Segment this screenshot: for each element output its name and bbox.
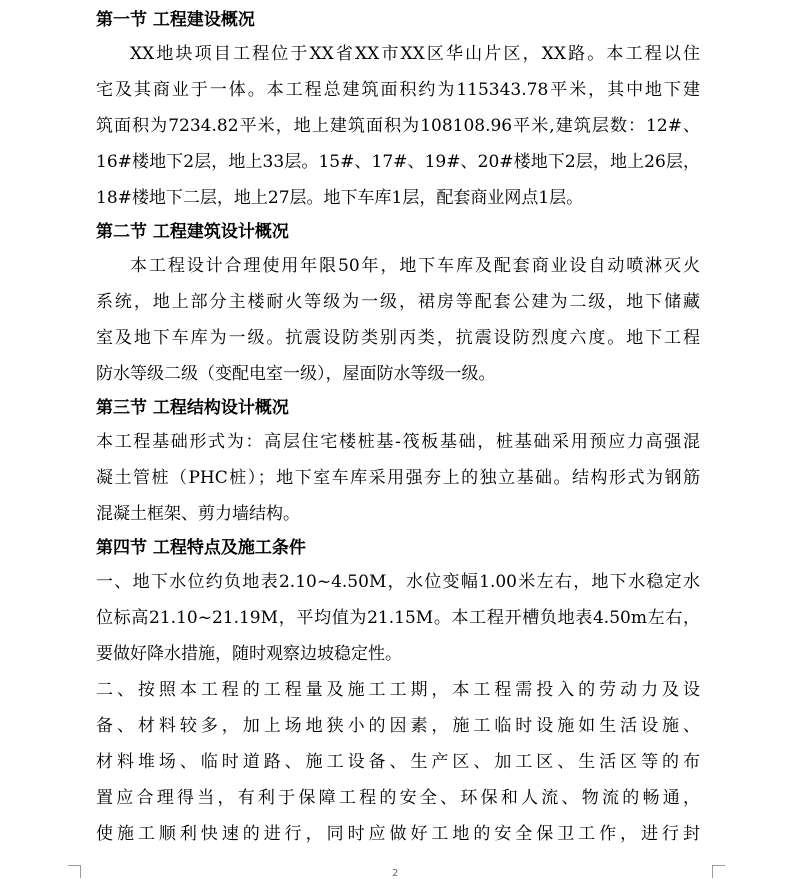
document-body — [96, 4, 700, 852]
text-line: 宅及其商业于一体。本工程总建筑面积约为115343.78平米，其中地下建 — [96, 80, 700, 100]
text-line: 使施工顺利快速的进行，同时应做好工地的安全保卫工作，进行封 — [96, 824, 700, 844]
text-line: 一、地下水位约负地表2.10~4.50M，水位变幅1.00米左右，地下水稳定水 — [96, 572, 700, 592]
text-line: XX地块项目工程位于XX省XX市XX区华山片区，XX路。本工程以住 — [130, 44, 700, 64]
text-line: 位标高21.10~21.19M，平均值为21.15M。本工程开槽负地表4.50m左右， — [96, 608, 700, 628]
paragraph-architecture-overview — [96, 248, 700, 392]
paragraph-structure-overview — [96, 424, 700, 532]
margin-corner-mark-right — [712, 865, 725, 878]
text-line: 材料堆场、临时道路、施工设备、生产区、加工区、生活区等的布 — [96, 752, 700, 772]
text-line: 凝土管桩（PHC桩）；地下室车库采用强夯上的独立基础。结构形式为钢筋 — [96, 468, 700, 488]
text-line: 备、材料较多，加上场地狭小的因素，施工临时设施如生活设施、 — [96, 716, 700, 736]
text-line: 混凝土框架、剪力墙结构。 — [96, 504, 300, 524]
text-line: 筑面积为7234.82平米，地上建筑面积为108108.96平米,建筑层数：12#、 — [96, 116, 700, 136]
text-line: 二、按照本工程的工程量及施工工期，本工程需投入的劳动力及设 — [96, 680, 700, 700]
margin-corner-mark-left — [68, 865, 81, 878]
section-heading-3: 第三节 工程结构设计概况 — [96, 398, 289, 418]
text-line: 置应合理得当，有利于保障工程的安全、环保和人流、物流的畅通， — [96, 788, 700, 808]
paragraph-site-conditions — [96, 672, 700, 852]
text-line: 系统，地上部分主楼耐火等级为一级，裙房等配套公建为二级，地下储藏 — [96, 292, 700, 312]
paragraph-project-overview — [96, 36, 700, 216]
paragraph-groundwater — [96, 564, 700, 672]
section-heading-2: 第二节 工程建筑设计概况 — [96, 222, 289, 242]
text-line: 要做好降水措施，随时观察边坡稳定性。 — [96, 644, 402, 664]
text-line: 室及地下车库为一级。抗震设防类别丙类，抗震设防烈度六度。地下工程 — [96, 328, 700, 348]
page-number: 2 — [392, 868, 399, 879]
section-heading-4: 第四节 工程特点及施工条件 — [96, 538, 306, 558]
text-line: 本工程设计合理使用年限50年，地下车库及配套商业设自动喷淋灭火 — [130, 256, 700, 276]
text-line: 本工程基础形式为：高层住宅楼桩基-筏板基础，桩基础采用预应力高强混 — [96, 432, 700, 452]
text-line: 18#楼地下二层，地上27层。地下车库1层，配套商业网点1层。 — [96, 188, 584, 208]
text-line: 16#楼地下2层，地上33层。15#、17#、19#、20#楼地下2层，地上26层， — [96, 152, 700, 172]
text-line: 防水等级二级（变配电室一级），屋面防水等级一级。 — [96, 364, 496, 384]
section-heading-1: 第一节 工程建设概况 — [96, 10, 255, 30]
